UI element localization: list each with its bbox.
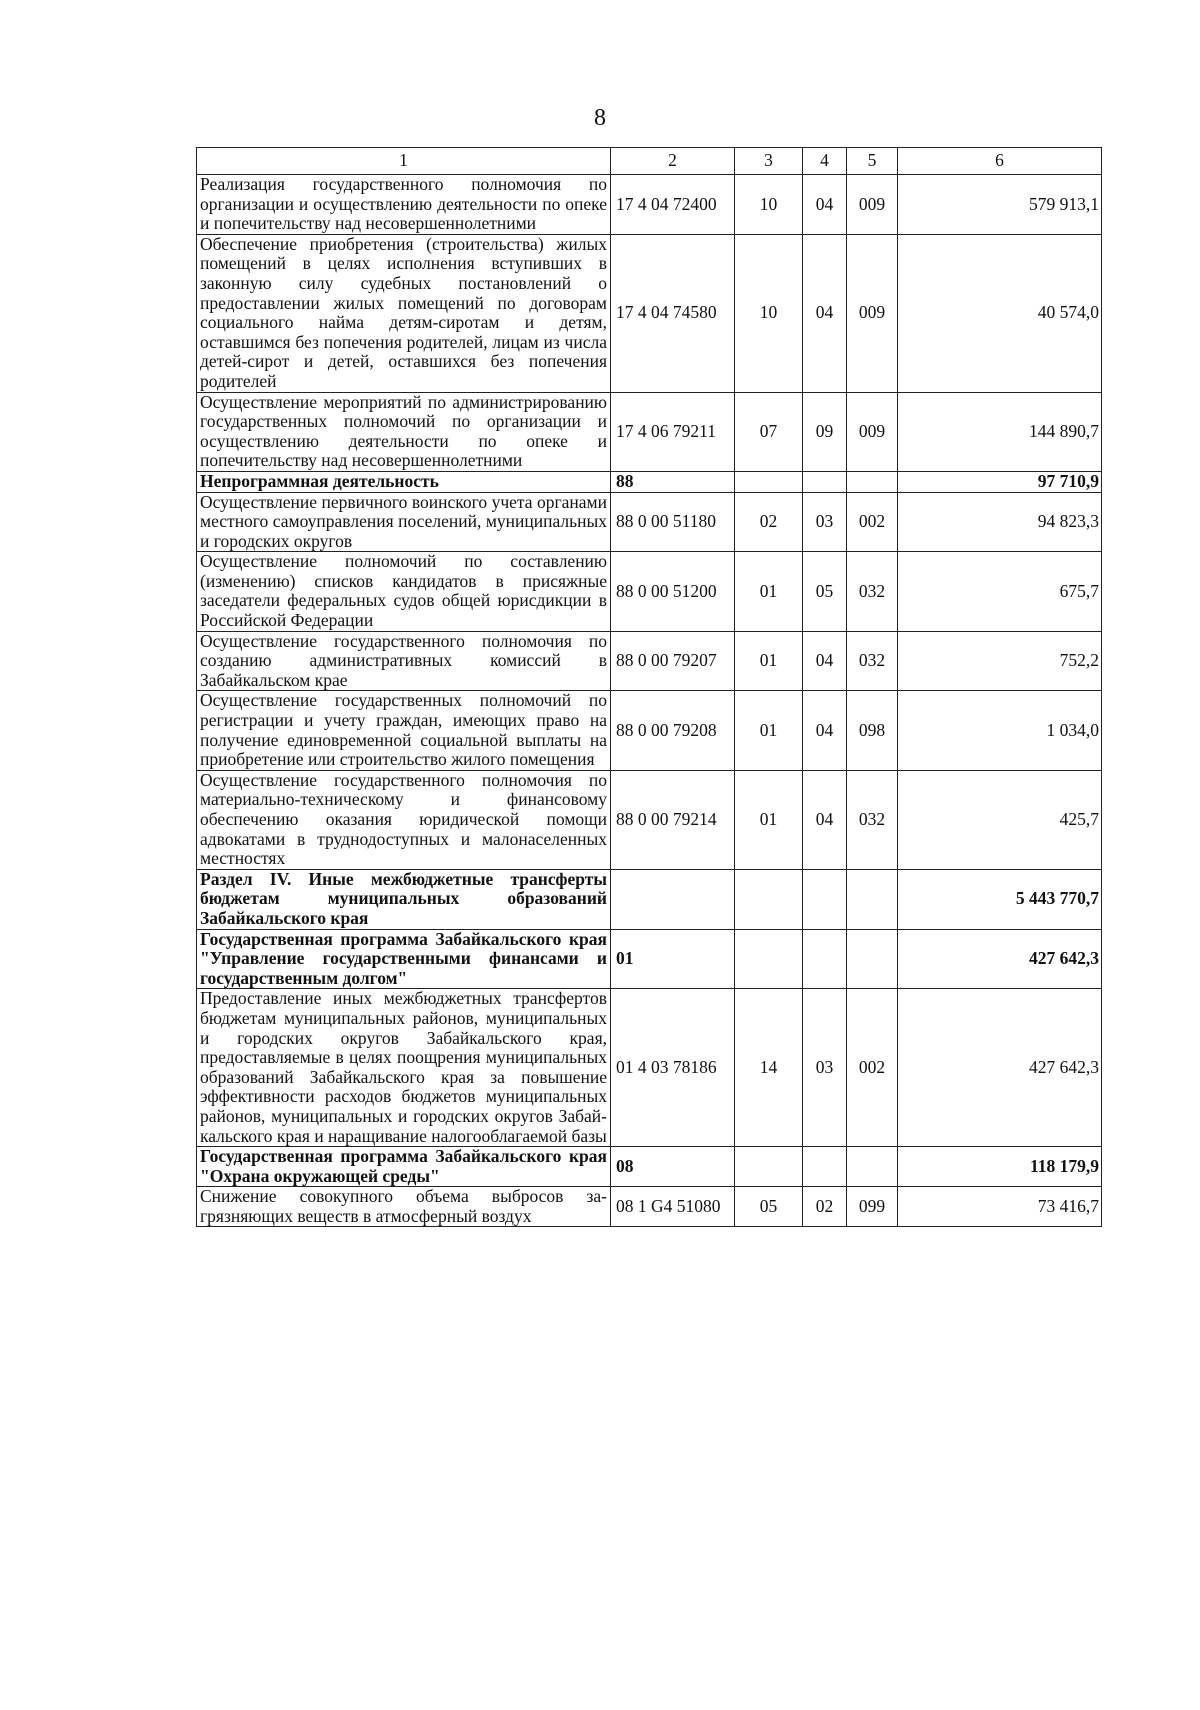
table-row (197, 392, 1102, 471)
row-code-cell: 01 4 03 78186 (611, 989, 735, 1147)
row-subsection-cell: 05 (803, 552, 847, 631)
table-row (197, 989, 1102, 1147)
row-code-cell: 08 1 G4 51080 (611, 1187, 735, 1227)
row-type-cell: 002 (847, 989, 898, 1147)
row-name-cell: Осуществление государственного полномочия по материально-техническому и финансовому обеспечению оказания юридической помощи адвокатами в труднодоступных и малонаселенных местностях (197, 770, 611, 869)
row-code-cell: 88 0 00 79214 (611, 770, 735, 869)
row-subsection-cell: 03 (803, 492, 847, 552)
table-row (197, 471, 1102, 492)
table-row (197, 1187, 1102, 1227)
row-name-cell: Осуществление мероприятий по администрированию государственных полномочий по организации и осуществлению деятельности по опеке и попечительству над несовершеннолетними (197, 392, 611, 471)
row-sum-cell: 425,7 (898, 770, 1102, 869)
row-sum-cell: 752,2 (898, 631, 1102, 691)
row-code-cell: 88 0 00 79207 (611, 631, 735, 691)
row-type-cell (847, 471, 898, 492)
row-subsection-cell: 04 (803, 234, 847, 392)
row-name-cell: Предоставление иных межбюджетных трансфертов бюджетам муниципальных районов, муниципальных и городских округов Забайкальского края, предоставляемые в целях поощрения муниципальных образований Забайкальского края за повышение эффективности расходов бюджетов муниципальных районов, муниципальных и городских округов Забайкальского края и наращивание налогооблагаемой базы (197, 989, 611, 1147)
row-section-cell (735, 471, 803, 492)
row-sum-cell: 40 574,0 (898, 234, 1102, 392)
row-section-cell: 01 (735, 552, 803, 631)
row-sum-cell: 427 642,3 (898, 989, 1102, 1147)
row-type-cell: 002 (847, 492, 898, 552)
row-type-cell: 032 (847, 770, 898, 869)
row-section-cell (735, 869, 803, 929)
row-type-cell: 099 (847, 1187, 898, 1227)
table-row (197, 631, 1102, 691)
row-name-cell: Осуществление полномочий по составлению (изменению) списков кандидатов в присяжные заседатели федеральных судов общей юрисдикции в Российской Федерации (197, 552, 611, 631)
row-code-cell: 88 0 00 51200 (611, 552, 735, 631)
row-section-cell: 02 (735, 492, 803, 552)
row-section-cell: 10 (735, 175, 803, 235)
row-name-cell: Государственная программа Забайкальского края "Управление государственными финансами и государственным долгом" (197, 929, 611, 989)
row-subsection-cell (803, 1147, 847, 1187)
row-type-cell: 009 (847, 234, 898, 392)
table-row (197, 869, 1102, 929)
row-type-cell (847, 929, 898, 989)
table-row (197, 552, 1102, 631)
table-row (197, 770, 1102, 869)
table-row (197, 691, 1102, 770)
row-code-cell: 17 4 06 79211 (611, 392, 735, 471)
row-type-cell: 032 (847, 631, 898, 691)
row-code-cell: 88 (611, 471, 735, 492)
column-header-1: 1 (197, 148, 611, 175)
row-section-cell: 01 (735, 770, 803, 869)
row-subsection-cell (803, 869, 847, 929)
row-subsection-cell: 03 (803, 989, 847, 1147)
row-section-cell: 05 (735, 1187, 803, 1227)
row-type-cell: 009 (847, 175, 898, 235)
row-section-cell (735, 929, 803, 989)
row-sum-cell: 118 179,9 (898, 1147, 1102, 1187)
row-section-cell: 10 (735, 234, 803, 392)
row-sum-cell: 1 034,0 (898, 691, 1102, 770)
table-row (197, 1147, 1102, 1187)
row-code-cell: 88 0 00 51180 (611, 492, 735, 552)
row-section-cell: 14 (735, 989, 803, 1147)
column-header-3: 3 (735, 148, 803, 175)
column-header-2: 2 (611, 148, 735, 175)
row-subsection-cell (803, 929, 847, 989)
table-row (197, 929, 1102, 989)
row-type-cell (847, 869, 898, 929)
row-sum-cell: 5 443 770,7 (898, 869, 1102, 929)
row-name-cell: Раздел IV. Иные межбюджетные трансферты бюджетам муниципальных образований Забайкальского края (197, 869, 611, 929)
row-code-cell: 88 0 00 79208 (611, 691, 735, 770)
row-subsection-cell: 04 (803, 770, 847, 869)
row-sum-cell: 144 890,7 (898, 392, 1102, 471)
row-subsection-cell (803, 471, 847, 492)
row-subsection-cell: 04 (803, 631, 847, 691)
table-row (197, 234, 1102, 392)
row-name-cell: Непрограммная деятельность (197, 471, 611, 492)
row-code-cell: 08 (611, 1147, 735, 1187)
row-subsection-cell: 04 (803, 175, 847, 235)
row-name-cell: Государственная программа Забайкальского края "Охрана окружающей среды" (197, 1147, 611, 1187)
budget-table (196, 147, 1102, 1227)
row-type-cell: 009 (847, 392, 898, 471)
row-subsection-cell: 09 (803, 392, 847, 471)
row-type-cell: 032 (847, 552, 898, 631)
row-code-cell: 17 4 04 74580 (611, 234, 735, 392)
table-header-row (197, 148, 1102, 175)
table-row (197, 175, 1102, 235)
table-row (197, 492, 1102, 552)
row-section-cell (735, 1147, 803, 1187)
row-sum-cell: 73 416,7 (898, 1187, 1102, 1227)
column-header-4: 4 (803, 148, 847, 175)
row-sum-cell: 675,7 (898, 552, 1102, 631)
row-sum-cell: 97 710,9 (898, 471, 1102, 492)
row-subsection-cell: 04 (803, 691, 847, 770)
row-subsection-cell: 02 (803, 1187, 847, 1227)
row-name-cell: Осуществление первичного воинского учета органами местного самоуправления поселений, муниципальных и городских округов (197, 492, 611, 552)
row-section-cell: 01 (735, 691, 803, 770)
row-section-cell: 07 (735, 392, 803, 471)
column-header-5: 5 (847, 148, 898, 175)
column-header-6: 6 (898, 148, 1102, 175)
row-code-cell: 17 4 04 72400 (611, 175, 735, 235)
row-sum-cell: 94 823,3 (898, 492, 1102, 552)
row-type-cell: 098 (847, 691, 898, 770)
row-sum-cell: 427 642,3 (898, 929, 1102, 989)
row-code-cell (611, 869, 735, 929)
row-code-cell: 01 (611, 929, 735, 989)
row-name-cell: Обеспечение приобретения (строительства) жилых помещений в целях исполнения вступивших в законную силу судебных постановлений о предоставлении жилых помещений по договорам социального найма детям-сиротам и детям, оставшимся без попечения родителей, лицам из числа детей-сирот и детей, оставшихся без попечения родителей (197, 234, 611, 392)
row-type-cell (847, 1147, 898, 1187)
row-name-cell: Осуществление государственных полномочий по регистрации и учету граждан, имеющих право на получение единовременной социальной выплаты на приобретение или строительство жилого помещения (197, 691, 611, 770)
row-sum-cell: 579 913,1 (898, 175, 1102, 235)
row-name-cell: Реализация государственного полномочия по организации и осуществлению деятельности по опеке и попечительству над несовершеннолетними (197, 175, 611, 235)
row-name-cell: Осуществление государственного полномочия по созданию административных комиссий в Забайкальском крае (197, 631, 611, 691)
row-section-cell: 01 (735, 631, 803, 691)
page-number: 8 (594, 105, 606, 131)
row-name-cell: Снижение совокупного объема выбросов загрязняющих веществ в атмосферный воздух (197, 1187, 611, 1227)
